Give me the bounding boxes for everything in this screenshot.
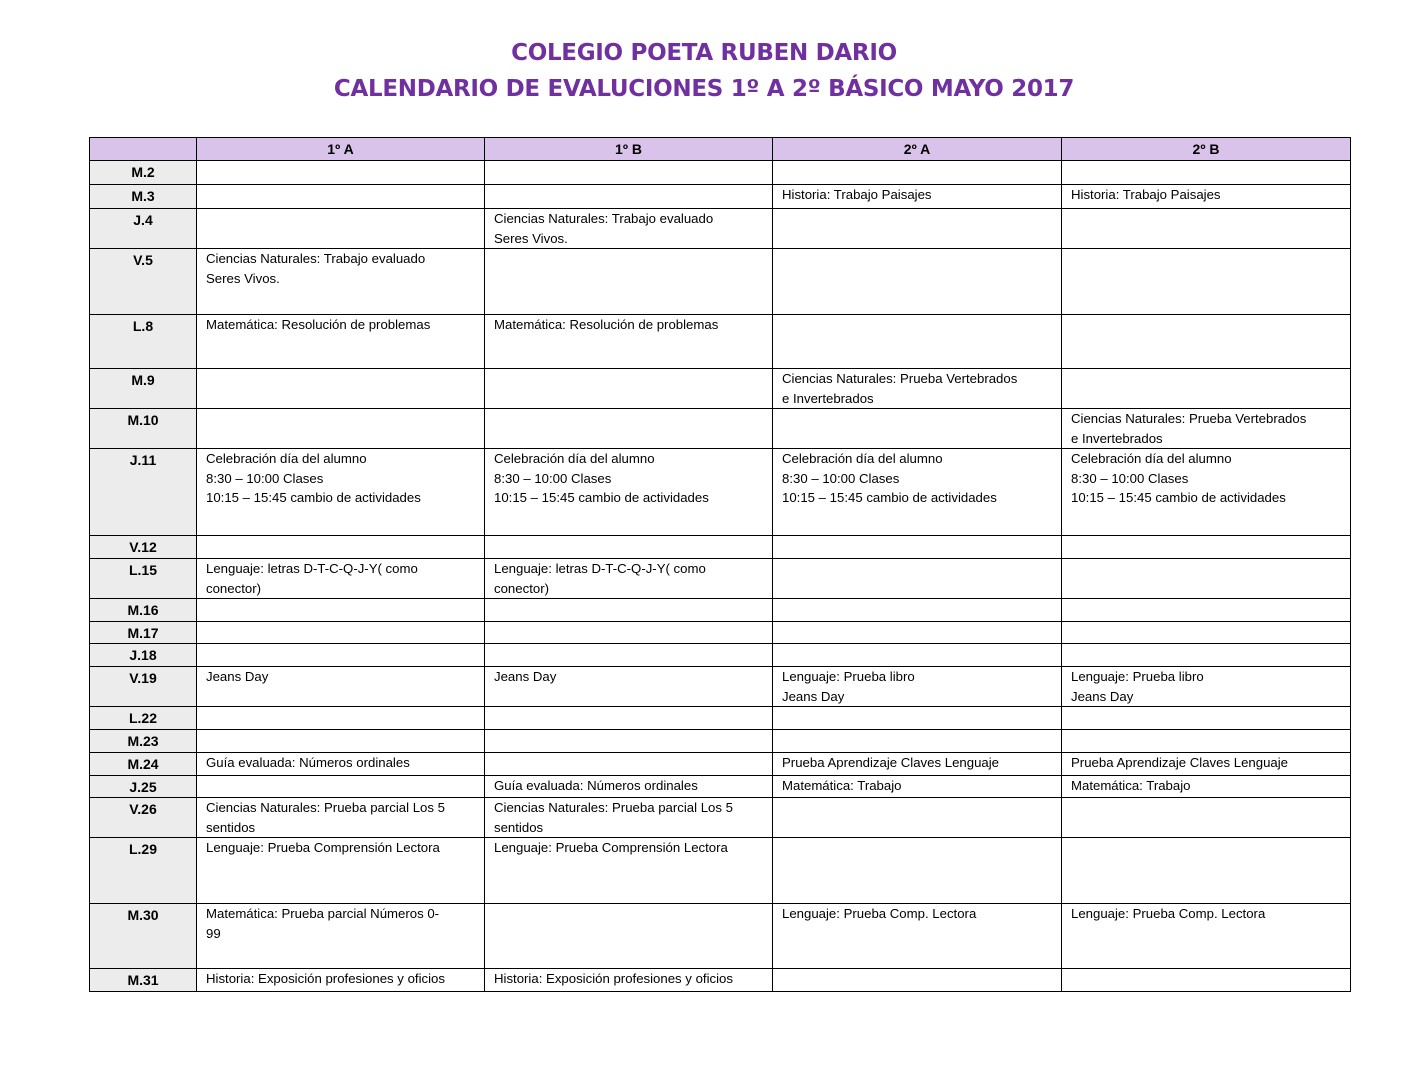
day-label: M.30 xyxy=(90,904,197,969)
table-cell xyxy=(197,644,485,667)
table-cell xyxy=(773,838,1062,904)
day-label: L.22 xyxy=(90,707,197,730)
table-cell: Ciencias Naturales: Prueba Vertebrados e Invertebrados xyxy=(773,369,1062,409)
table-cell: Matemática: Trabajo xyxy=(773,776,1062,798)
table-row xyxy=(90,969,1351,992)
table-cell xyxy=(1062,249,1351,315)
table-cell xyxy=(1062,730,1351,753)
table-cell: Ciencias Naturales: Prueba parcial Los 5 sentidos xyxy=(197,798,485,838)
table-cell xyxy=(773,969,1062,992)
table-row xyxy=(90,622,1351,644)
table-cell: Ciencias Naturales: Trabajo evaluado Seres Vivos. xyxy=(197,249,485,315)
table-cell xyxy=(485,707,773,730)
table-cell xyxy=(1062,599,1351,622)
table-cell: Matemática: Resolución de problemas xyxy=(197,315,485,369)
table-row xyxy=(90,315,1351,369)
table-row xyxy=(90,838,1351,904)
table-row xyxy=(90,753,1351,776)
table-cell xyxy=(1062,838,1351,904)
table-cell: Jeans Day xyxy=(197,667,485,707)
table-cell xyxy=(485,161,773,185)
table-cell xyxy=(773,209,1062,249)
day-label: L.15 xyxy=(90,559,197,599)
table-cell xyxy=(1062,559,1351,599)
table-row xyxy=(90,409,1351,449)
table-cell xyxy=(197,161,485,185)
day-label: V.19 xyxy=(90,667,197,707)
table-row xyxy=(90,730,1351,753)
table-cell xyxy=(485,409,773,449)
table-cell xyxy=(197,776,485,798)
table-row xyxy=(90,904,1351,969)
table-cell: Ciencias Naturales: Prueba Vertebrados e Invertebrados xyxy=(1062,409,1351,449)
table-row xyxy=(90,536,1351,559)
table-cell: Matemática: Prueba parcial Números 0- 99 xyxy=(197,904,485,969)
table-cell: Lenguaje: Prueba Comp. Lectora xyxy=(773,904,1062,969)
table-cell xyxy=(485,904,773,969)
day-label: L.29 xyxy=(90,838,197,904)
school-name: COLEGIO POETA RUBEN DARIO xyxy=(511,40,897,66)
day-label: J.4 xyxy=(90,209,197,249)
table-cell: Matemática: Resolución de problemas xyxy=(485,315,773,369)
table-cell xyxy=(773,559,1062,599)
table-row xyxy=(90,369,1351,409)
day-label: M.2 xyxy=(90,161,197,185)
table-cell: Historia: Trabajo Paisajes xyxy=(1062,185,1351,209)
day-label: V.5 xyxy=(90,249,197,315)
table-header-row xyxy=(90,138,1351,161)
table-cell xyxy=(1062,369,1351,409)
table-cell: Lenguaje: Prueba libro Jeans Day xyxy=(773,667,1062,707)
table-cell: Lenguaje: letras D-T-C-Q-J-Y( como conector) xyxy=(485,559,773,599)
table-cell xyxy=(1062,644,1351,667)
table-cell: Ciencias Naturales: Prueba parcial Los 5 sentidos xyxy=(485,798,773,838)
day-label: L.8 xyxy=(90,315,197,369)
table-cell xyxy=(197,599,485,622)
page-title: CALENDARIO DE EVALUCIONES 1º A 2º BÁSICO MAYO 2017 xyxy=(333,76,1075,102)
table-cell xyxy=(485,599,773,622)
day-label: M.24 xyxy=(90,753,197,776)
table-row xyxy=(90,185,1351,209)
table-cell: Celebración día del alumno 8:30 – 10:00 Clases 10:15 – 15:45 cambio de actividades xyxy=(197,449,485,536)
column-header-2b: 2º B xyxy=(1062,138,1351,161)
table-row xyxy=(90,798,1351,838)
table-cell: Historia: Exposición profesiones y oficios xyxy=(485,969,773,992)
table-cell xyxy=(197,409,485,449)
day-label: M.23 xyxy=(90,730,197,753)
table-cell: Historia: Trabajo Paisajes xyxy=(773,185,1062,209)
table-cell xyxy=(773,249,1062,315)
table-cell xyxy=(485,369,773,409)
table-cell xyxy=(197,622,485,644)
day-label: V.12 xyxy=(90,536,197,559)
table-row xyxy=(90,776,1351,798)
table-cell: Celebración día del alumno 8:30 – 10:00 Clases 10:15 – 15:45 cambio de actividades xyxy=(485,449,773,536)
day-label: J.11 xyxy=(90,449,197,536)
day-label: M.31 xyxy=(90,969,197,992)
table-row xyxy=(90,667,1351,707)
table-cell: Lenguaje: Prueba libro Jeans Day xyxy=(1062,667,1351,707)
table-cell: Celebración día del alumno 8:30 – 10:00 Clases 10:15 – 15:45 cambio de actividades xyxy=(1062,449,1351,536)
table-cell: Ciencias Naturales: Trabajo evaluado Seres Vivos. xyxy=(485,209,773,249)
table-cell xyxy=(197,185,485,209)
table-cell: Guía evaluada: Números ordinales xyxy=(197,753,485,776)
table-cell: Lenguaje: Prueba Comp. Lectora xyxy=(1062,904,1351,969)
table-cell: Prueba Aprendizaje Claves Lenguaje xyxy=(1062,753,1351,776)
column-header-1b: 1º B xyxy=(485,138,773,161)
table-cell xyxy=(485,644,773,667)
table-cell xyxy=(1062,536,1351,559)
table-cell: Prueba Aprendizaje Claves Lenguaje xyxy=(773,753,1062,776)
table-cell xyxy=(1062,798,1351,838)
table-row xyxy=(90,707,1351,730)
table-cell xyxy=(1062,707,1351,730)
day-label: M.17 xyxy=(90,622,197,644)
table-cell xyxy=(485,730,773,753)
day-label: M.9 xyxy=(90,369,197,409)
table-cell xyxy=(485,185,773,209)
table-cell xyxy=(485,622,773,644)
table-cell xyxy=(485,536,773,559)
table-cell xyxy=(773,707,1062,730)
table-cell xyxy=(485,249,773,315)
table-cell xyxy=(773,644,1062,667)
table-cell xyxy=(197,369,485,409)
table-row xyxy=(90,644,1351,667)
table-cell: Historia: Exposición profesiones y oficios xyxy=(197,969,485,992)
day-label: J.18 xyxy=(90,644,197,667)
table-cell xyxy=(197,536,485,559)
table-cell xyxy=(773,599,1062,622)
day-label: M.16 xyxy=(90,599,197,622)
table-cell: Matemática: Trabajo xyxy=(1062,776,1351,798)
table-cell xyxy=(773,622,1062,644)
table-cell xyxy=(773,798,1062,838)
day-label: J.25 xyxy=(90,776,197,798)
day-label: M.3 xyxy=(90,185,197,209)
table-cell xyxy=(197,707,485,730)
table-cell xyxy=(197,209,485,249)
table-row xyxy=(90,209,1351,249)
table-row xyxy=(90,449,1351,536)
table-cell xyxy=(1062,622,1351,644)
table-cell xyxy=(1062,969,1351,992)
table-cell: Celebración día del alumno 8:30 – 10:00 Clases 10:15 – 15:45 cambio de actividades xyxy=(773,449,1062,536)
table-cell xyxy=(773,409,1062,449)
evaluation-calendar-table xyxy=(89,137,1351,992)
table-cell: Lenguaje: letras D-T-C-Q-J-Y( como conector) xyxy=(197,559,485,599)
day-label: M.10 xyxy=(90,409,197,449)
table-row xyxy=(90,599,1351,622)
column-header-1a: 1º A xyxy=(197,138,485,161)
table-cell xyxy=(773,161,1062,185)
table-cell xyxy=(1062,209,1351,249)
table-row xyxy=(90,249,1351,315)
table-cell xyxy=(1062,315,1351,369)
day-label: V.26 xyxy=(90,798,197,838)
table-cell xyxy=(1062,161,1351,185)
table-row xyxy=(90,559,1351,599)
table-cell xyxy=(773,536,1062,559)
table-cell: Guía evaluada: Números ordinales xyxy=(485,776,773,798)
table-cell xyxy=(773,730,1062,753)
table-cell: Lenguaje: Prueba Comprensión Lectora xyxy=(197,838,485,904)
column-header-2a: 2º A xyxy=(773,138,1062,161)
table-cell xyxy=(773,315,1062,369)
column-header-day xyxy=(90,138,197,161)
table-cell xyxy=(197,730,485,753)
table-cell: Jeans Day xyxy=(485,667,773,707)
table-row xyxy=(90,161,1351,185)
table-cell: Lenguaje: Prueba Comprensión Lectora xyxy=(485,838,773,904)
table-cell xyxy=(485,753,773,776)
